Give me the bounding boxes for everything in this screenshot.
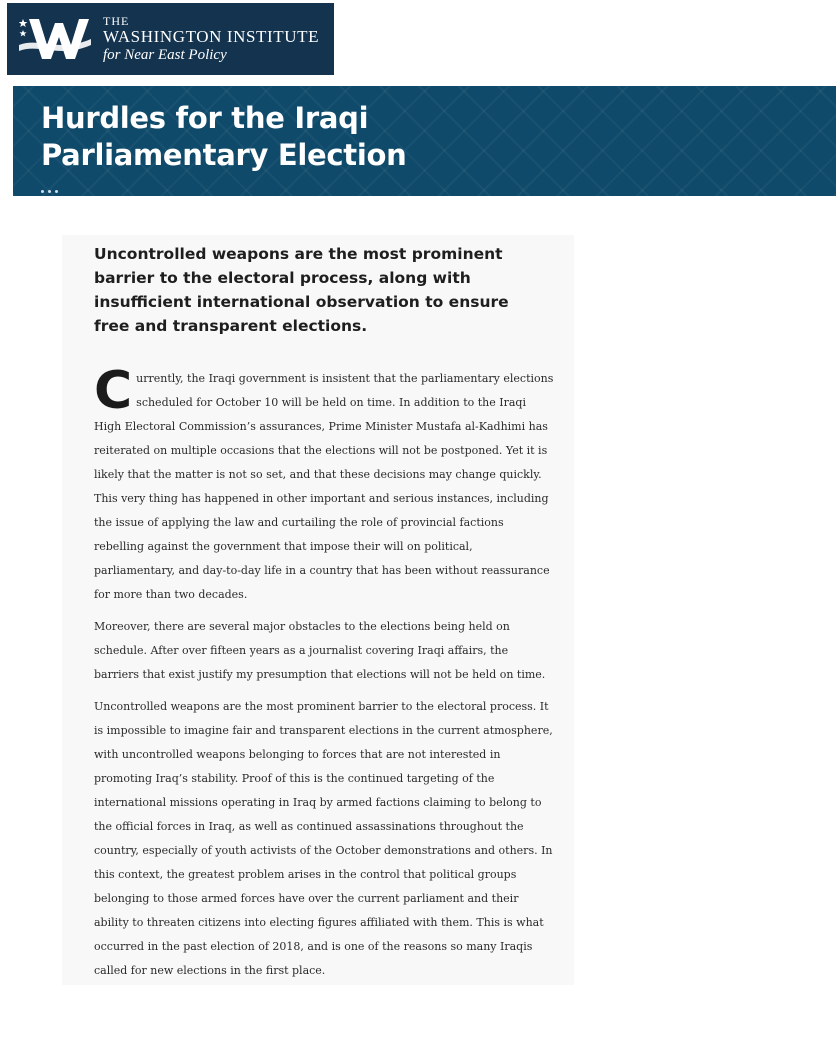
banner-divider <box>41 190 121 194</box>
logo-subtitle: for Near East Policy <box>103 47 227 63</box>
title-banner <box>13 86 836 196</box>
article-paragraph-1 <box>94 361 554 607</box>
logo-wordmark <box>103 15 319 63</box>
logo-name: WASHINGTON INSTITUTE <box>103 27 320 46</box>
article-paragraph-3: Uncontrolled weapons are the most prominent barrier to the electoral process. It is impossible to imagine fair and transparent elections in the current atmosphere, with uncontrolled weapons belonging to forces that are not interested in promoting Iraq’s stability. Proof of this is the continued targeting of the international missions operating in Iraq by armed factions claiming to belong to the official forces in Iraq, as well as continued assassinations throughout the country, especially of youth activists of the October demonstrations and others. In this context, the greatest problem arises in the control that political groups belonging to those armed forces have over the current parliament and their ability to threaten citizens into electing figures affiliated with them. This is what occurred in the past election of 2018, and is one of the reasons so many Iraqis called for new elections in the first place. <box>94 700 553 977</box>
article-body <box>94 361 554 991</box>
article-paragraph-2: Moreover, there are several major obstacles to the elections being held on schedule. After over fifteen years as a journalist covering Iraqi affairs, the barriers that exist justify my presumption that elections will not be held on time. <box>94 620 546 681</box>
article-card <box>62 235 574 985</box>
article-summary: Uncontrolled weapons are the most prominent barrier to the electoral process, along with insufficient international observation to ensure free and transparent elections. <box>94 245 509 335</box>
dropcap-letter: C <box>94 361 133 421</box>
washington-institute-flag-logo <box>19 15 91 63</box>
site-logo[interactable] <box>7 3 334 75</box>
paragraph-1-text: urrently, the Iraqi government is insistent that the parliamentary elections scheduled for October 10 will be held on time. In addition to the Iraqi High Electoral Commission’s assurances, Prime Minister Mustafa al-Kadhimi has reiterated on multiple occasions that the elections will not be postponed. Yet it is likely that the matter is not so set, and that these decisions may change quickly. This very thing has happened in other important and serious instances, including the issue of applying the law and curtailing the role of provincial factions rebelling against the government that impose their will on political, parliamentary, and day-to-day life in a country that has been without reassurance for more than two decades. <box>94 372 554 601</box>
page-title: Hurdles for the Iraqi Parliamentary Election <box>41 101 407 172</box>
logo-the: THE <box>103 14 130 28</box>
